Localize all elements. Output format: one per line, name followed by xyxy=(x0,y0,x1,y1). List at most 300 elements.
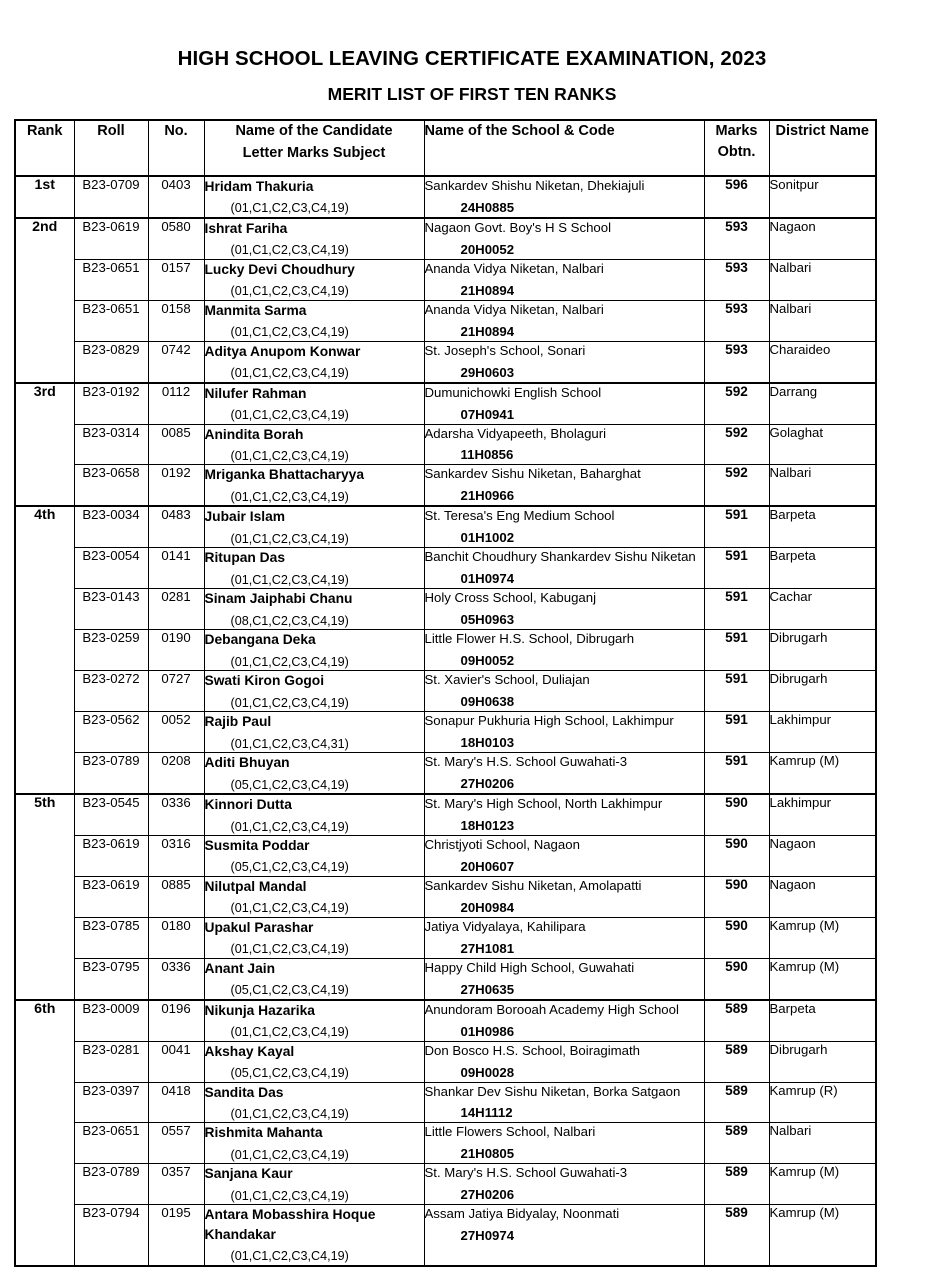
cell-school xyxy=(424,589,704,630)
cell-roll: B23-0545 xyxy=(74,794,148,835)
cell-candidate xyxy=(204,176,424,218)
cell-roll: B23-0272 xyxy=(74,671,148,712)
column-header-marks-line2: Obtn. xyxy=(717,143,756,160)
school-name: Adarsha Vidyapeeth, Bholaguri xyxy=(424,425,607,441)
school-code: 05H0963 xyxy=(460,612,515,628)
cell-district: Kamrup (M) xyxy=(769,1205,876,1266)
cell-district: Dibrugarh xyxy=(769,630,876,671)
table-row xyxy=(15,712,876,753)
cell-district: Nalbari xyxy=(769,465,876,506)
cell-district: Nalbari xyxy=(769,259,876,300)
table-row xyxy=(15,300,876,341)
cell-marks-obtained: 589 xyxy=(704,1000,769,1041)
cell-candidate xyxy=(204,835,424,876)
candidate-letter-marks-subject: (01,C1,C2,C3,C4,19) xyxy=(230,1188,349,1203)
cell-no: 0727 xyxy=(148,671,204,712)
cell-roll: B23-0281 xyxy=(74,1041,148,1082)
candidate-name: Sanjana Kaur xyxy=(204,1166,293,1182)
school-name: Sonapur Pukhuria High School, Lakhimpur xyxy=(424,713,674,729)
school-name: Sankardev Sishu Niketan, Amolapatti xyxy=(424,877,642,893)
page-subtitle: MERIT LIST OF FIRST TEN RANKS xyxy=(327,83,617,104)
cell-roll: B23-0619 xyxy=(74,218,148,259)
cell-roll: B23-0651 xyxy=(74,1123,148,1164)
candidate-letter-marks-subject: (01,C1,C2,C3,C4,31) xyxy=(230,736,349,751)
cell-district: Kamrup (M) xyxy=(769,958,876,999)
cell-candidate xyxy=(204,712,424,753)
cell-marks-obtained: 591 xyxy=(704,506,769,547)
cell-marks-obtained: 591 xyxy=(704,589,769,630)
candidate-name: Jubair Islam xyxy=(204,509,286,525)
table-header xyxy=(15,120,876,176)
candidate-letter-marks-subject: (01,C1,C2,C3,C4,19) xyxy=(230,1107,349,1122)
table-row xyxy=(15,753,876,794)
cell-roll: B23-0789 xyxy=(74,753,148,794)
school-name: Dumunichowki English School xyxy=(424,384,602,400)
cell-school xyxy=(424,1000,704,1041)
candidate-letter-marks-subject: (01,C1,C2,C3,C4,19) xyxy=(230,408,349,423)
cell-marks-obtained: 593 xyxy=(704,259,769,300)
cell-district: Lakhimpur xyxy=(769,794,876,835)
cell-marks-obtained: 593 xyxy=(704,300,769,341)
cell-candidate xyxy=(204,1164,424,1205)
cell-candidate xyxy=(204,218,424,259)
cell-candidate xyxy=(204,1123,424,1164)
candidate-letter-marks-subject: (01,C1,C2,C3,C4,19) xyxy=(230,901,349,916)
candidate-letter-marks-subject: (01,C1,C2,C3,C4,19) xyxy=(230,654,349,669)
school-code: 14H1112 xyxy=(460,1105,513,1121)
candidate-name: Aditi Bhuyan xyxy=(204,755,290,771)
cell-marks-obtained: 591 xyxy=(704,753,769,794)
merit-table-container xyxy=(14,119,875,1267)
table-row xyxy=(15,589,876,630)
column-header-candidate xyxy=(204,120,424,176)
table-row xyxy=(15,958,876,999)
cell-no: 0418 xyxy=(148,1082,204,1123)
cell-candidate xyxy=(204,589,424,630)
table-row xyxy=(15,1041,876,1082)
candidate-letter-marks-subject: (01,C1,C2,C3,C4,19) xyxy=(230,490,349,505)
cell-no: 0180 xyxy=(148,917,204,958)
school-code: 20H0607 xyxy=(460,858,515,874)
cell-district: Lakhimpur xyxy=(769,712,876,753)
school-name: Jatiya Vidyalaya, Kahilipara xyxy=(424,918,586,934)
candidate-name: Hridam Thakuria xyxy=(204,178,314,194)
school-name: Ananda Vidya Niketan, Nalbari xyxy=(424,260,604,276)
candidate-name: Ishrat Fariha xyxy=(204,220,288,236)
table-row xyxy=(15,259,876,300)
school-name: Happy Child High School, Guwahati xyxy=(424,959,635,975)
school-code: 27H0206 xyxy=(460,775,515,791)
cell-district: Charaideo xyxy=(769,341,876,382)
cell-roll: B23-0794 xyxy=(74,1205,148,1266)
cell-candidate xyxy=(204,506,424,547)
cell-school xyxy=(424,1123,704,1164)
cell-roll: B23-0658 xyxy=(74,465,148,506)
candidate-name: Kinnori Dutta xyxy=(204,796,292,812)
cell-rank: 4th xyxy=(15,506,74,794)
cell-school xyxy=(424,835,704,876)
candidate-letter-marks-subject: (01,C1,C2,C3,C4,19) xyxy=(230,284,349,299)
school-name: Little Flowers School, Nalbari xyxy=(424,1124,596,1140)
cell-marks-obtained: 591 xyxy=(704,548,769,589)
cell-marks-obtained: 590 xyxy=(704,794,769,835)
candidate-letter-marks-subject: (01,C1,C2,C3,C4,19) xyxy=(230,819,349,834)
cell-district: Kamrup (M) xyxy=(769,1164,876,1205)
cell-district: Nalbari xyxy=(769,300,876,341)
cell-no: 0557 xyxy=(148,1123,204,1164)
cell-no: 0742 xyxy=(148,341,204,382)
cell-no: 0112 xyxy=(148,383,204,424)
cell-candidate xyxy=(204,1205,424,1266)
candidate-name: Nilutpal Mandal xyxy=(204,878,307,894)
table-row xyxy=(15,383,876,424)
candidate-letter-marks-subject: (08,C1,C2,C3,C4,19) xyxy=(230,613,349,628)
cell-school xyxy=(424,671,704,712)
candidate-name: Akshay Kayal xyxy=(204,1043,295,1059)
cell-no: 0196 xyxy=(148,1000,204,1041)
cell-school xyxy=(424,300,704,341)
candidate-name: Rajib Paul xyxy=(204,714,272,730)
candidate-name: Sandita Das xyxy=(204,1084,284,1100)
candidate-name: Manmita Sarma xyxy=(204,302,307,318)
cell-marks-obtained: 589 xyxy=(704,1082,769,1123)
cell-marks-obtained: 592 xyxy=(704,383,769,424)
cell-no: 0357 xyxy=(148,1164,204,1205)
cell-no: 0403 xyxy=(148,176,204,218)
cell-roll: B23-0651 xyxy=(74,259,148,300)
candidate-name: Susmita Poddar xyxy=(204,837,310,853)
school-code: 21H0805 xyxy=(460,1146,515,1162)
school-code: 29H0603 xyxy=(460,364,515,380)
candidate-letter-marks-subject: (01,C1,C2,C3,C4,19) xyxy=(230,1025,349,1040)
cell-school xyxy=(424,1041,704,1082)
school-code: 20H0984 xyxy=(460,899,515,915)
cell-candidate xyxy=(204,753,424,794)
cell-school xyxy=(424,548,704,589)
cell-marks-obtained: 590 xyxy=(704,917,769,958)
candidate-name: Anindita Borah xyxy=(204,426,304,442)
cell-no: 0157 xyxy=(148,259,204,300)
cell-school xyxy=(424,958,704,999)
column-header-rank: Rank xyxy=(15,120,74,176)
cell-marks-obtained: 590 xyxy=(704,835,769,876)
school-code: 01H0986 xyxy=(460,1023,515,1039)
table-row xyxy=(15,835,876,876)
cell-district: Barpeta xyxy=(769,1000,876,1041)
cell-no: 0158 xyxy=(148,300,204,341)
school-code: 24H0885 xyxy=(460,199,515,215)
cell-candidate xyxy=(204,1041,424,1082)
cell-marks-obtained: 593 xyxy=(704,218,769,259)
candidate-letter-marks-subject: (01,C1,C2,C3,C4,19) xyxy=(230,243,349,258)
cell-roll: B23-0054 xyxy=(74,548,148,589)
table-row xyxy=(15,794,876,835)
cell-district: Nalbari xyxy=(769,1123,876,1164)
candidate-letter-marks-subject: (01,C1,C2,C3,C4,19) xyxy=(230,942,349,957)
school-name: Sankardev Shishu Niketan, Dhekiajuli xyxy=(424,177,645,193)
cell-no: 0316 xyxy=(148,835,204,876)
candidate-name: Antara Mobasshira Hoque xyxy=(204,1207,376,1223)
table-row xyxy=(15,1000,876,1041)
table-row xyxy=(15,1082,876,1123)
candidate-name: Upakul Parashar xyxy=(204,919,314,935)
cell-school xyxy=(424,424,704,465)
cell-district: Nagaon xyxy=(769,876,876,917)
candidate-letter-marks-subject: (01,C1,C2,C3,C4,19) xyxy=(230,572,349,587)
school-name: St. Mary's H.S. School Guwahati-3 xyxy=(424,1165,628,1181)
cell-candidate xyxy=(204,259,424,300)
cell-district: Barpeta xyxy=(769,548,876,589)
table-row xyxy=(15,176,876,218)
candidate-name: Sinam Jaiphabi Chanu xyxy=(204,591,353,607)
school-code: 09H0638 xyxy=(460,694,515,710)
school-code: 18H0103 xyxy=(460,735,515,751)
school-code: 21H0894 xyxy=(460,323,515,339)
cell-marks-obtained: 593 xyxy=(704,341,769,382)
school-code: 01H1002 xyxy=(460,530,515,546)
cell-roll: B23-0314 xyxy=(74,424,148,465)
cell-marks-obtained: 596 xyxy=(704,176,769,218)
cell-marks-obtained: 589 xyxy=(704,1164,769,1205)
cell-candidate xyxy=(204,465,424,506)
cell-district: Sonitpur xyxy=(769,176,876,218)
candidate-name: Rishmita Mahanta xyxy=(204,1125,323,1141)
column-header-candidate-line1: Name of the Candidate xyxy=(235,122,393,139)
cell-no: 0580 xyxy=(148,218,204,259)
cell-roll: B23-0397 xyxy=(74,1082,148,1123)
candidate-name: Aditya Anupom Konwar xyxy=(204,343,361,359)
cell-school xyxy=(424,383,704,424)
school-name: St. Teresa's Eng Medium School xyxy=(424,508,615,524)
cell-school xyxy=(424,218,704,259)
cell-candidate xyxy=(204,1000,424,1041)
cell-marks-obtained: 589 xyxy=(704,1123,769,1164)
cell-rank: 2nd xyxy=(15,218,74,383)
cell-no: 0885 xyxy=(148,876,204,917)
school-name: Little Flower H.S. School, Dibrugarh xyxy=(424,631,635,647)
column-header-district: District Name xyxy=(769,120,876,176)
cell-marks-obtained: 591 xyxy=(704,630,769,671)
cell-rank: 3rd xyxy=(15,383,74,507)
table-body xyxy=(15,176,876,1266)
cell-marks-obtained: 589 xyxy=(704,1205,769,1266)
cell-school xyxy=(424,630,704,671)
cell-roll: B23-0789 xyxy=(74,1164,148,1205)
cell-school xyxy=(424,1082,704,1123)
school-code: 27H1081 xyxy=(460,940,515,956)
page-title: HIGH SCHOOL LEAVING CERTIFICATE EXAMINATION, 2023 xyxy=(177,47,767,70)
cell-rank: 6th xyxy=(15,1000,74,1266)
cell-district: Nagaon xyxy=(769,835,876,876)
school-code: 18H0123 xyxy=(460,817,515,833)
cell-roll: B23-0259 xyxy=(74,630,148,671)
cell-candidate xyxy=(204,671,424,712)
candidate-letter-marks-subject: (01,C1,C2,C3,C4,19) xyxy=(230,695,349,710)
school-name: St. Mary's H.S. School Guwahati-3 xyxy=(424,754,628,770)
school-name: Christjyoti School, Nagaon xyxy=(424,836,580,852)
column-header-roll: Roll xyxy=(74,120,148,176)
column-header-no: No. xyxy=(148,120,204,176)
cell-school xyxy=(424,176,704,218)
cell-school xyxy=(424,917,704,958)
cell-roll: B23-0143 xyxy=(74,589,148,630)
cell-candidate xyxy=(204,341,424,382)
candidate-name: Debangana Deka xyxy=(204,632,316,648)
cell-school xyxy=(424,465,704,506)
school-name: Sankardev Sishu Niketan, Baharghat xyxy=(424,466,641,482)
cell-candidate xyxy=(204,424,424,465)
candidate-name: Lucky Devi Choudhury xyxy=(204,261,355,277)
cell-candidate xyxy=(204,1082,424,1123)
cell-no: 0483 xyxy=(148,506,204,547)
cell-no: 0336 xyxy=(148,958,204,999)
cell-district: Darrang xyxy=(769,383,876,424)
table-row xyxy=(15,1205,876,1266)
table-row xyxy=(15,341,876,382)
cell-no: 0141 xyxy=(148,548,204,589)
cell-rank: 1st xyxy=(15,176,74,218)
candidate-letter-marks-subject: (01,C1,C2,C3,C4,19) xyxy=(230,201,349,216)
cell-district: Dibrugarh xyxy=(769,671,876,712)
table-row xyxy=(15,630,876,671)
candidate-letter-marks-subject: (01,C1,C2,C3,C4,19) xyxy=(230,531,349,546)
table-header-row xyxy=(15,120,876,176)
school-code: 27H0974 xyxy=(460,1228,515,1244)
school-code: 21H0966 xyxy=(460,488,515,504)
candidate-letter-marks-subject: (01,C1,C2,C3,C4,19) xyxy=(230,449,349,464)
cell-school xyxy=(424,506,704,547)
cell-school xyxy=(424,341,704,382)
school-code: 21H0894 xyxy=(460,282,515,298)
school-name: Ananda Vidya Niketan, Nalbari xyxy=(424,301,604,317)
cell-no: 0192 xyxy=(148,465,204,506)
cell-roll: B23-0619 xyxy=(74,876,148,917)
candidate-name: Anant Jain xyxy=(204,960,276,976)
cell-roll: B23-0795 xyxy=(74,958,148,999)
cell-roll: B23-0651 xyxy=(74,300,148,341)
candidate-name: Swati Kiron Gogoi xyxy=(204,673,325,689)
cell-no: 0052 xyxy=(148,712,204,753)
cell-school xyxy=(424,794,704,835)
column-header-candidate-line2: Letter Marks Subject xyxy=(242,144,386,161)
cell-school xyxy=(424,1205,704,1266)
column-header-school: Name of the School & Code xyxy=(424,120,704,176)
candidate-name: Nilufer Rahman xyxy=(204,385,307,401)
cell-district: Dibrugarh xyxy=(769,1041,876,1082)
cell-candidate xyxy=(204,958,424,999)
cell-marks-obtained: 591 xyxy=(704,671,769,712)
cell-no: 0190 xyxy=(148,630,204,671)
school-code: 09H0028 xyxy=(460,1064,515,1080)
cell-no: 0336 xyxy=(148,794,204,835)
cell-candidate xyxy=(204,383,424,424)
cell-no: 0085 xyxy=(148,424,204,465)
table-row xyxy=(15,218,876,259)
candidate-letter-marks-subject: (05,C1,C2,C3,C4,19) xyxy=(230,1066,349,1081)
cell-district: Kamrup (M) xyxy=(769,917,876,958)
cell-school xyxy=(424,876,704,917)
cell-candidate xyxy=(204,300,424,341)
cell-no: 0281 xyxy=(148,589,204,630)
cell-marks-obtained: 592 xyxy=(704,465,769,506)
cell-no: 0041 xyxy=(148,1041,204,1082)
table-row xyxy=(15,465,876,506)
school-name: Assam Jatiya Bidyalay, Noonmati xyxy=(424,1206,620,1222)
cell-marks-obtained: 589 xyxy=(704,1041,769,1082)
merit-table xyxy=(14,119,877,1267)
column-header-marks xyxy=(704,120,769,176)
cell-marks-obtained: 592 xyxy=(704,424,769,465)
cell-marks-obtained: 590 xyxy=(704,876,769,917)
cell-district: Nagaon xyxy=(769,218,876,259)
cell-roll: B23-0785 xyxy=(74,917,148,958)
table-row xyxy=(15,424,876,465)
candidate-letter-marks-subject: (05,C1,C2,C3,C4,19) xyxy=(230,860,349,875)
table-row xyxy=(15,1164,876,1205)
cell-roll: B23-0562 xyxy=(74,712,148,753)
cell-district: Kamrup (M) xyxy=(769,753,876,794)
candidate-name-line2: Khandakar xyxy=(204,1226,276,1242)
school-name: Don Bosco H.S. School, Boiragimath xyxy=(424,1042,641,1058)
cell-rank: 5th xyxy=(15,794,74,1000)
school-code: 09H0052 xyxy=(460,653,515,669)
cell-no: 0208 xyxy=(148,753,204,794)
cell-marks-obtained: 591 xyxy=(704,712,769,753)
candidate-letter-marks-subject: (05,C1,C2,C3,C4,19) xyxy=(230,983,349,998)
cell-candidate xyxy=(204,876,424,917)
candidate-letter-marks-subject: (01,C1,C2,C3,C4,19) xyxy=(230,1249,349,1264)
table-row xyxy=(15,548,876,589)
cell-district: Kamrup (R) xyxy=(769,1082,876,1123)
cell-roll: B23-0009 xyxy=(74,1000,148,1041)
school-name: Holy Cross School, Kabuganj xyxy=(424,590,597,606)
school-code: 01H0974 xyxy=(460,571,515,587)
school-name: Banchit Choudhury Shankardev Sishu Niketan xyxy=(424,549,696,565)
school-code: 27H0206 xyxy=(460,1187,515,1203)
table-row xyxy=(15,506,876,547)
candidate-letter-marks-subject: (01,C1,C2,C3,C4,19) xyxy=(230,1148,349,1163)
table-row xyxy=(15,1123,876,1164)
cell-roll: B23-0192 xyxy=(74,383,148,424)
candidate-letter-marks-subject: (01,C1,C2,C3,C4,19) xyxy=(230,325,349,340)
school-code: 27H0635 xyxy=(460,981,515,997)
school-name: St. Joseph's School, Sonari xyxy=(424,342,586,358)
school-name: Nagaon Govt. Boy's H S School xyxy=(424,219,612,235)
candidate-name: Mriganka Bhattacharyya xyxy=(204,467,364,483)
school-code: 07H0941 xyxy=(460,406,515,422)
candidate-letter-marks-subject: (01,C1,C2,C3,C4,19) xyxy=(230,366,349,381)
document-titles xyxy=(0,0,944,103)
candidate-name: Ritupan Das xyxy=(204,550,285,566)
cell-school xyxy=(424,753,704,794)
school-code: 20H0052 xyxy=(460,241,515,257)
table-row xyxy=(15,917,876,958)
school-code: 11H0856 xyxy=(460,447,514,463)
cell-district: Barpeta xyxy=(769,506,876,547)
cell-candidate xyxy=(204,630,424,671)
cell-roll: B23-0709 xyxy=(74,176,148,218)
cell-candidate xyxy=(204,548,424,589)
cell-school xyxy=(424,1164,704,1205)
school-name: St. Mary's High School, North Lakhimpur xyxy=(424,795,663,811)
cell-candidate xyxy=(204,917,424,958)
cell-district: Golaghat xyxy=(769,424,876,465)
cell-roll: B23-0619 xyxy=(74,835,148,876)
cell-school xyxy=(424,712,704,753)
table-row xyxy=(15,671,876,712)
candidate-name: Nikunja Hazarika xyxy=(204,1002,315,1018)
cell-marks-obtained: 590 xyxy=(704,958,769,999)
